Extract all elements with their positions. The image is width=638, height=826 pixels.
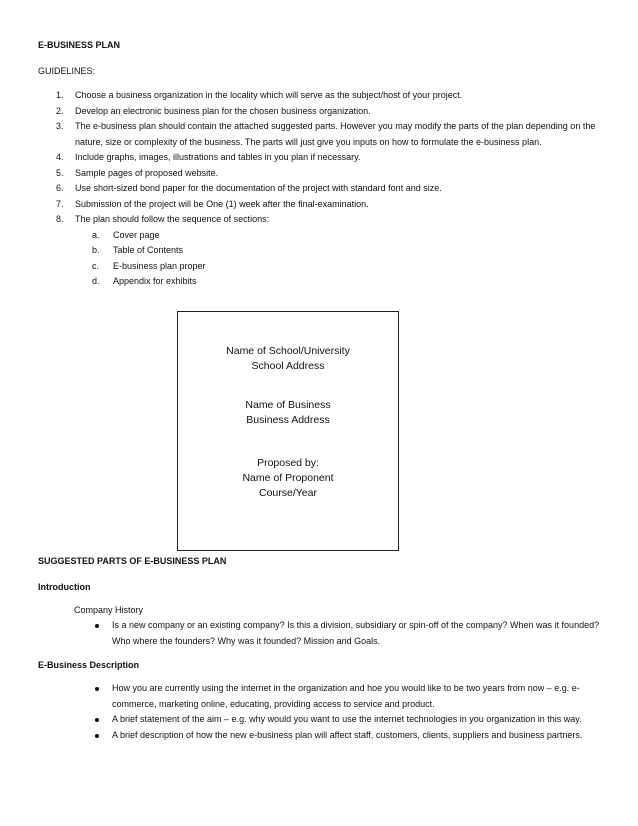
guideline-number: 3. xyxy=(56,121,64,131)
suggested-parts-heading: SUGGESTED PARTS OF E-BUSINESS PLAN xyxy=(38,556,227,566)
introduction-bullets xyxy=(90,618,600,649)
company-history-subheading: Company History xyxy=(74,605,144,615)
ebusiness-description-heading: E-Business Description xyxy=(38,660,140,670)
guideline-text: Submission of the project will be One (1) week after the final-examination. xyxy=(75,198,369,209)
guideline-item xyxy=(38,88,608,104)
guideline-item xyxy=(38,119,608,150)
guideline-number: 4. xyxy=(56,152,64,162)
proposed-by: Proposed by: xyxy=(257,457,319,469)
guideline-item xyxy=(38,212,608,290)
guideline-item xyxy=(38,181,608,197)
bullet-item: A brief description of how the new e-business plan will affect staff, customers, clients, suppliers and business partners. xyxy=(90,728,602,744)
guideline-item xyxy=(38,166,608,182)
bullet-item: A brief statement of the aim – e.g. why would you want to use the internet technologies in you organization in this way. xyxy=(90,712,602,728)
document-title: E-BUSINESS PLAN xyxy=(38,40,121,50)
section-item xyxy=(75,243,608,259)
section-item xyxy=(75,228,608,244)
bullet-item: Is a new company or an existing company? Is this a division, subsidiary or spin-off of the company? When was it founded? Who where the founders? Why was it founded? Mission and Goals. xyxy=(90,618,600,649)
proponent-name: Name of Proponent xyxy=(242,472,334,484)
proponent-block xyxy=(178,456,398,501)
guideline-text: Include graphs, images, illustrations and tables in you plan if necessary. xyxy=(75,152,361,162)
bullet-item: How you are currently using the internet in the organization and hoe you would like to be two years from now – e.g. e-commerce, marketing online, educating, providing access to service and product. xyxy=(90,681,602,712)
guideline-text: The plan should follow the sequence of sections: xyxy=(75,214,270,224)
guidelines-label: GUIDELINES: xyxy=(38,66,96,76)
guideline-number: 1. xyxy=(56,90,64,100)
section-text: Appendix for exhibits xyxy=(113,276,197,286)
business-block xyxy=(178,398,398,428)
business-address: Business Address xyxy=(246,414,330,426)
guideline-text: The e-business plan should contain the attached suggested parts. However you may modify the parts of the plan depending on the nature, size or complexity of the business. The parts will just give you inputs on how to formulate the e-business plan. xyxy=(75,121,596,147)
guideline-text: Use short-sized bond paper for the documentation of the project with standard font and size. xyxy=(75,183,442,193)
guideline-item xyxy=(38,150,608,166)
ebusiness-description-bullets xyxy=(90,681,602,743)
guideline-item xyxy=(38,197,608,213)
section-letter: d. xyxy=(92,276,100,286)
school-block xyxy=(178,344,398,374)
section-text: Cover page xyxy=(113,229,160,240)
section-text: Table of Contents xyxy=(113,245,184,255)
section-item xyxy=(75,259,608,275)
section-sequence-list xyxy=(75,228,608,290)
introduction-heading: Introduction xyxy=(38,582,91,592)
section-letter: a. xyxy=(92,229,100,240)
section-letter: b. xyxy=(92,245,100,255)
guideline-number: 8. xyxy=(56,214,64,224)
school-name: Name of School/University xyxy=(226,345,350,357)
business-name: Name of Business xyxy=(245,399,331,411)
guidelines-list xyxy=(38,88,608,290)
guideline-text: Sample pages of proposed website. xyxy=(75,167,219,178)
section-item xyxy=(75,274,608,290)
guideline-text: Develop an electronic business plan for the chosen business organization. xyxy=(75,105,371,116)
guideline-number: 5. xyxy=(56,167,64,178)
guideline-item xyxy=(38,104,608,120)
cover-page-sample xyxy=(177,311,399,551)
guideline-number: 2. xyxy=(56,105,64,116)
course-year: Course/Year xyxy=(259,487,317,499)
section-text: E-business plan proper xyxy=(113,260,206,271)
guideline-text: Choose a business organization in the locality which will serve as the subject/host of your project. xyxy=(75,90,463,100)
guideline-number: 7. xyxy=(56,198,64,209)
guideline-number: 6. xyxy=(56,183,64,193)
school-address: School Address xyxy=(251,360,325,372)
section-letter: c. xyxy=(92,260,100,271)
